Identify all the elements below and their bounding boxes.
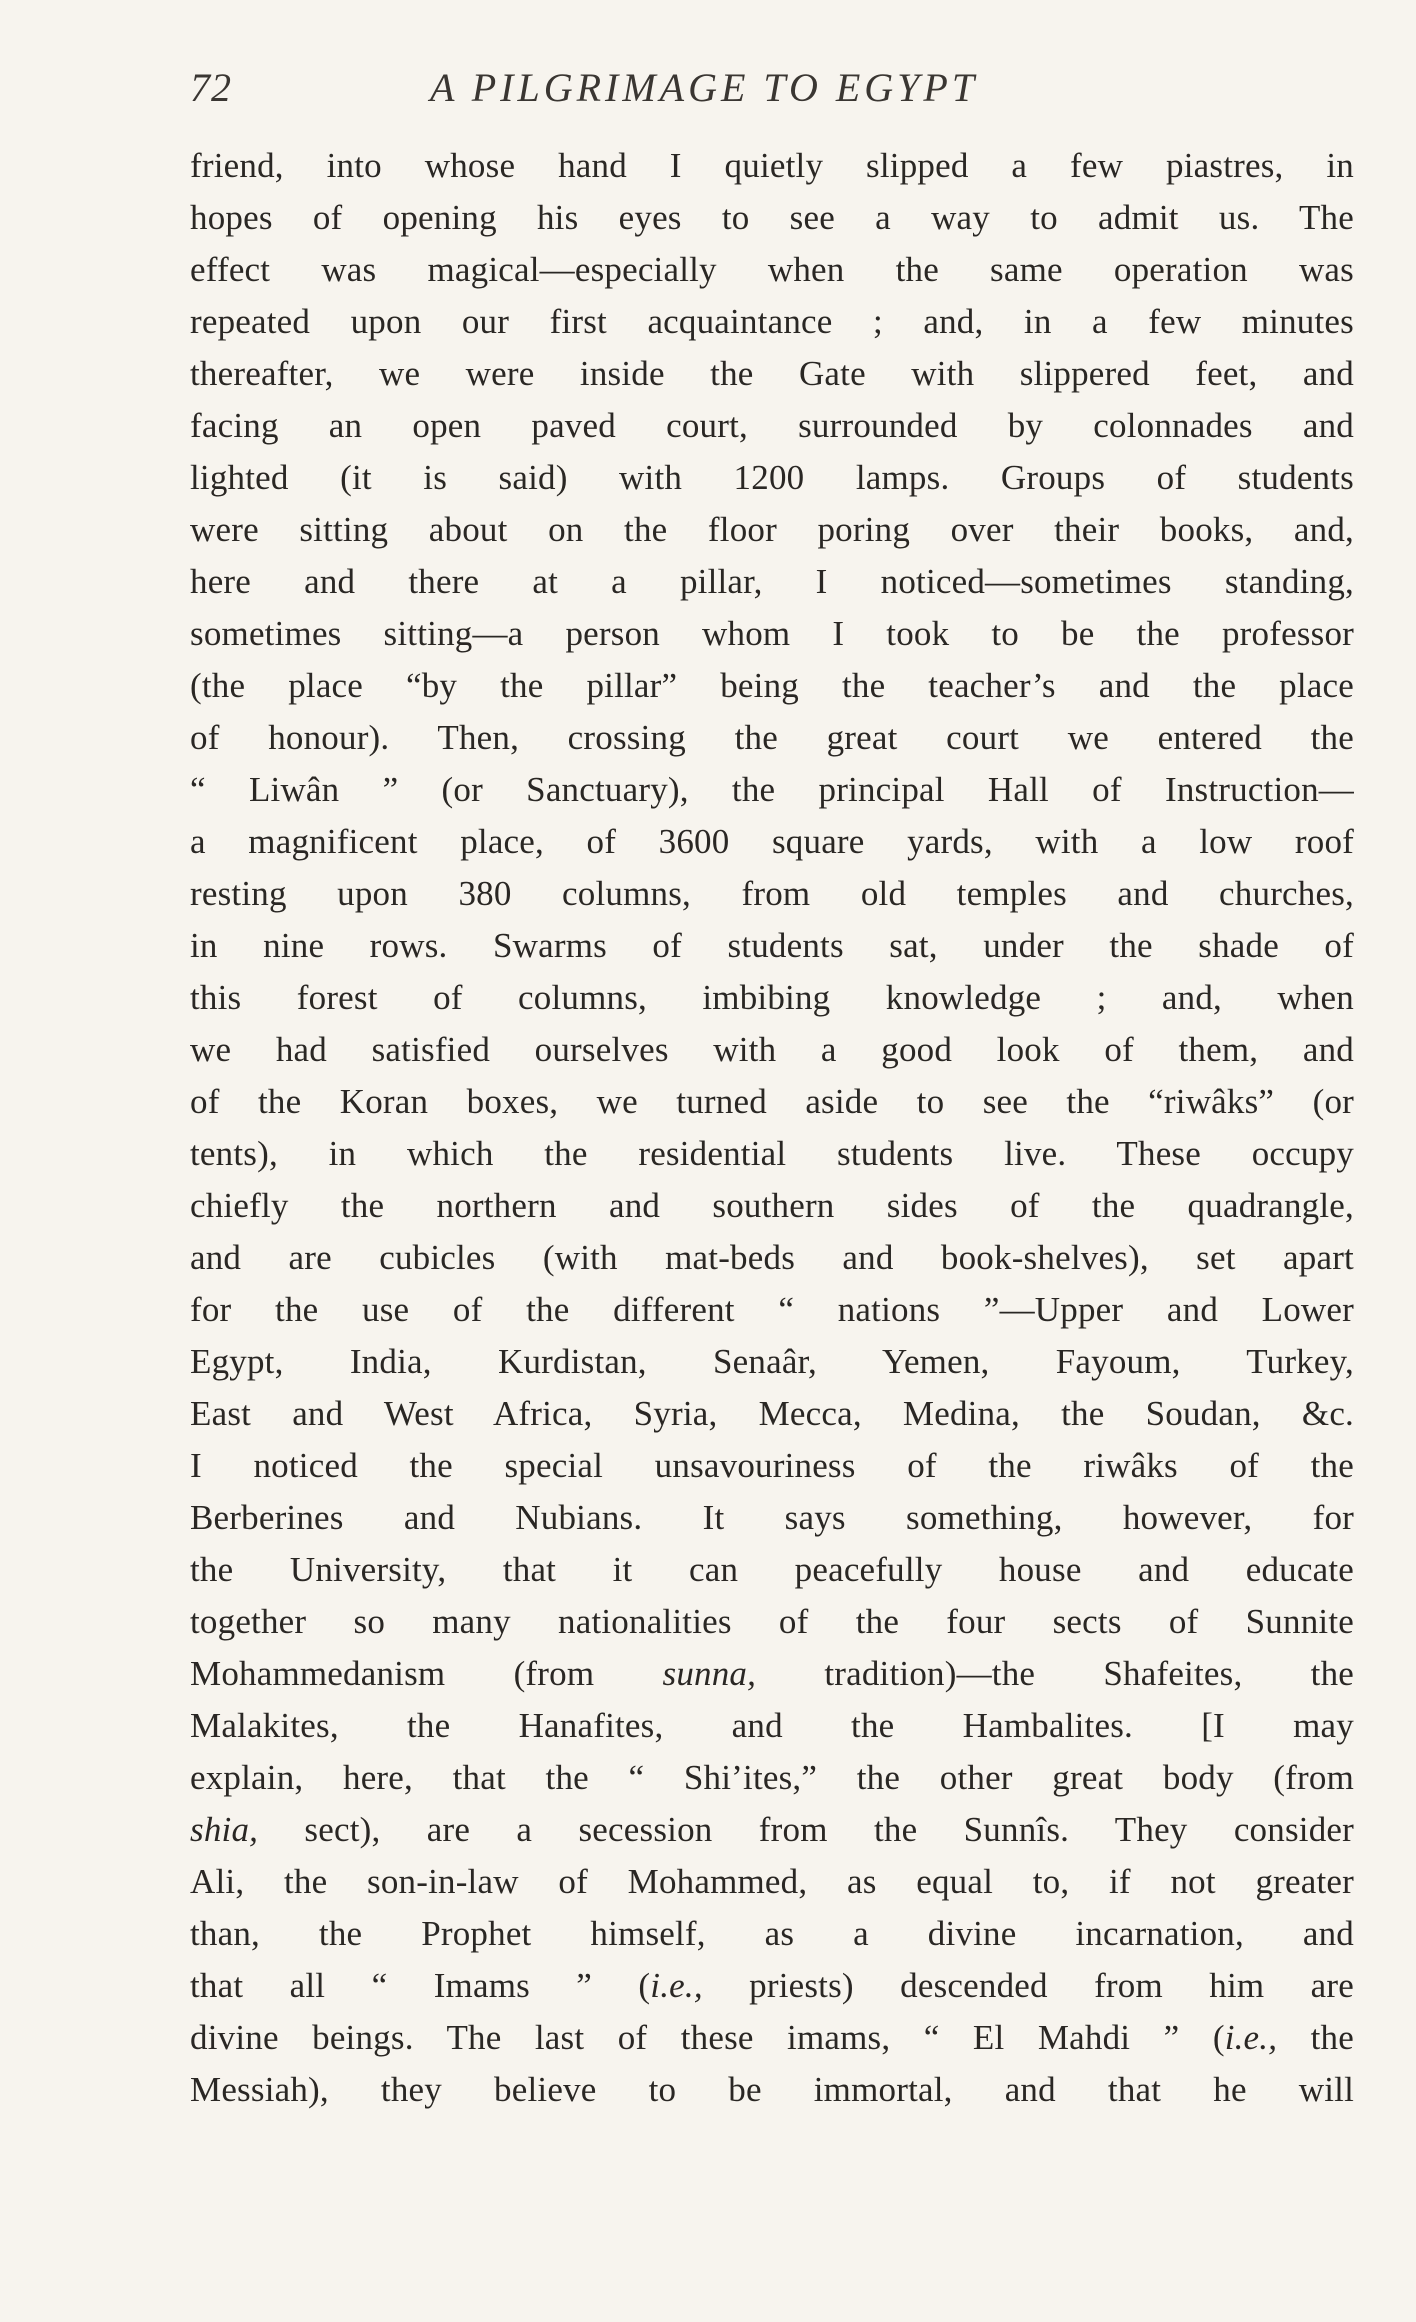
- text-line: a magnificent place, of 3600 square yards, with a low roof: [190, 822, 1354, 861]
- text-line: Malakites, the Hanafites, and the Hambalites. [I may: [190, 1706, 1354, 1745]
- text-line: explain, here, that the “ Shi’ites,” the other great body (from: [190, 1758, 1354, 1797]
- text-line: [190, 1804, 1354, 1856]
- italic-term: i.e.,: [650, 1966, 703, 2005]
- text-line: lighted (it is said) with 1200 lamps. Groups of students: [190, 458, 1354, 497]
- text-line: [190, 1960, 1354, 2012]
- text-line: here and there at a pillar, I noticed—sometimes standing,: [190, 562, 1354, 601]
- text-segment: Mohammedanism (from: [190, 1654, 663, 1693]
- text-line: of the Koran boxes, we turned aside to see the “riwâks” (or: [190, 1082, 1354, 1121]
- italic-term: shia,: [190, 1810, 259, 1849]
- text-line: together so many nationalities of the four sects of Sunnite: [190, 1602, 1354, 1641]
- text-line: Berberines and Nubians. It says something, however, for: [190, 1498, 1354, 1537]
- text-line: “ Liwân ” (or Sanctuary), the principal Hall of Instruction—: [190, 770, 1354, 809]
- text-segment: sect), are a secession from the Sunnîs. They consider: [258, 1810, 1354, 1849]
- italic-term: i.e.,: [1224, 2018, 1278, 2057]
- text-line: sometimes sitting—a person whom I took to be the professor: [190, 614, 1354, 653]
- text-line: effect was magical—especially when the same operation was: [190, 250, 1354, 289]
- italic-term: sunna,: [662, 1654, 757, 1693]
- text-line: for the use of the different “ nations ”—Upper and Lower: [190, 1290, 1354, 1329]
- text-segment: that all “ Imams ” (: [190, 1966, 651, 2005]
- text-line: of honour). Then, crossing the great court we entered the: [190, 718, 1354, 757]
- text-line: were sitting about on the floor poring over their books, and,: [190, 510, 1354, 549]
- page-number: 72: [190, 65, 232, 110]
- text-line: in nine rows. Swarms of students sat, under the shade of: [190, 926, 1354, 965]
- text-line: Ali, the son-in-law of Mohammed, as equal to, if not greater: [190, 1862, 1354, 1901]
- text-segment: priests) descended from him are: [702, 1966, 1354, 2005]
- text-line: repeated upon our first acquaintance ; and, in a few minutes: [190, 302, 1354, 341]
- text-line: Messiah), they believe to be immortal, and that he will: [190, 2070, 1354, 2109]
- text-line: and are cubicles (with mat-beds and book-shelves), set apart: [190, 1238, 1354, 1277]
- text-segment: tradition)—the Shafeites, the: [756, 1654, 1354, 1693]
- text-line: this forest of columns, imbibing knowledge ; and, when: [190, 978, 1354, 1017]
- text-line: [190, 1648, 1354, 1700]
- text-line: than, the Prophet himself, as a divine incarnation, and: [190, 1914, 1354, 1953]
- text-line: tents), in which the residential students live. These occupy: [190, 1134, 1354, 1173]
- text-line: friend, into whose hand I quietly slipped a few piastres, in: [190, 146, 1354, 185]
- text-segment: the: [1277, 2018, 1354, 2057]
- text-line: [190, 2012, 1354, 2064]
- text-line: we had satisfied ourselves with a good look of them, and: [190, 1030, 1354, 1069]
- text-segment: divine beings. The last of these imams, “ El Mahdi ” (: [190, 2018, 1225, 2057]
- text-line: I noticed the special unsavouriness of the riwâks of the: [190, 1446, 1354, 1485]
- text-line: Egypt, India, Kurdistan, Senaâr, Yemen, Fayoum, Turkey,: [190, 1342, 1354, 1381]
- text-line: facing an open paved court, surrounded by colonnades and: [190, 406, 1354, 445]
- running-title: A PILGRIMAGE TO EGYPT: [430, 65, 979, 110]
- text-line: chiefly the northern and southern sides of the quadrangle,: [190, 1186, 1354, 1225]
- text-line: the University, that it can peacefully house and educate: [190, 1550, 1354, 1589]
- text-line: thereafter, we were inside the Gate with slippered feet, and: [190, 354, 1354, 393]
- text-line: (the place “by the pillar” being the teacher’s and the place: [190, 666, 1354, 705]
- text-line: hopes of opening his eyes to see a way to admit us. The: [190, 198, 1354, 237]
- running-head: [190, 58, 1350, 118]
- text-line: East and West Africa, Syria, Mecca, Medina, the Soudan, &c.: [190, 1394, 1354, 1433]
- body-text: [190, 140, 1354, 2116]
- text-line: resting upon 380 columns, from old temples and churches,: [190, 874, 1354, 913]
